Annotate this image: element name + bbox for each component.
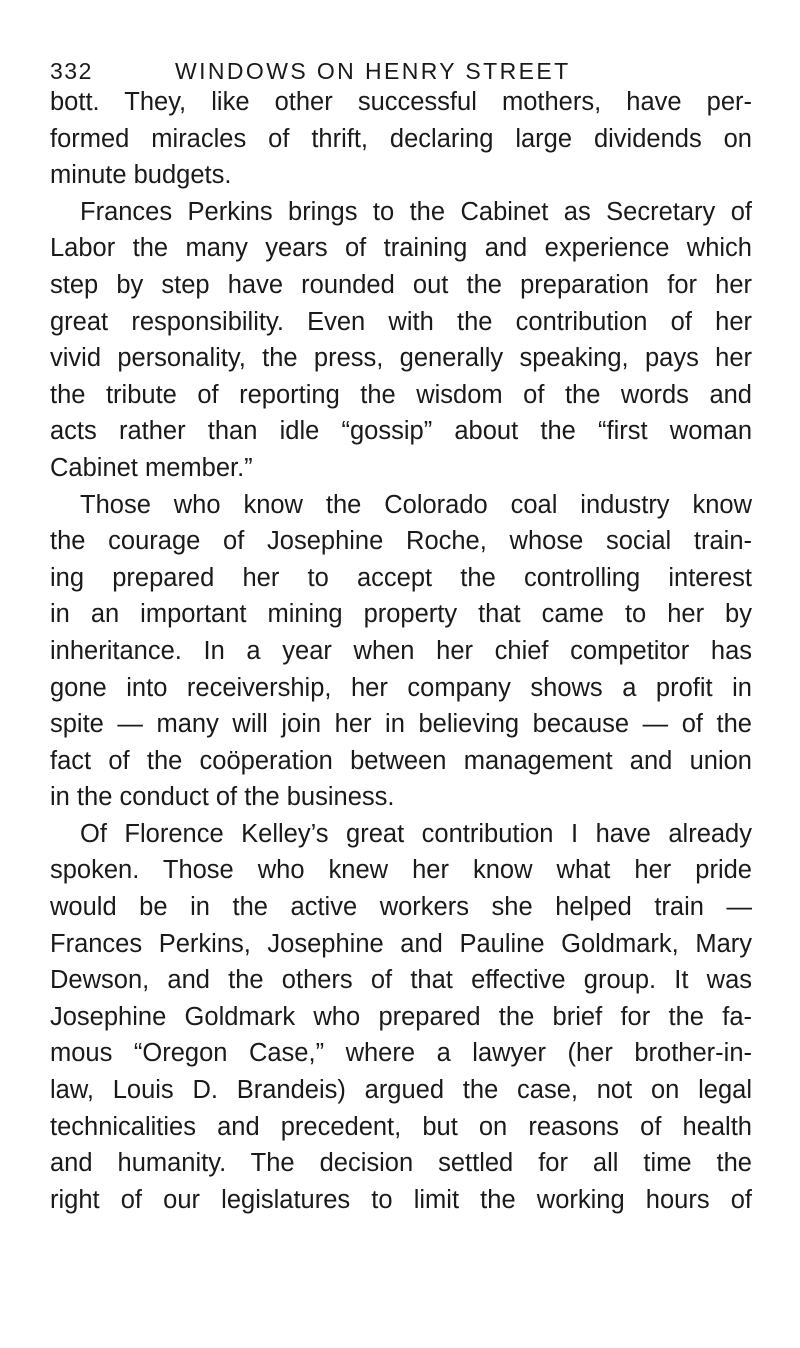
text-line: Dewson, and the others of that effective group. It was	[50, 966, 752, 995]
text-line: gone into receivership, her company shows a profit in	[50, 673, 752, 702]
text-line: Of Florence Kelley’s great contribution I have already	[80, 819, 752, 848]
text-line: in the conduct of the business.	[50, 783, 395, 812]
text-line: the courage of Josephine Roche, whose social train-	[50, 527, 752, 556]
text-line: the tribute of reporting the wisdom of the words and	[50, 380, 752, 409]
text-line: step by step have rounded out the preparation for her	[50, 270, 752, 299]
text-line: Frances Perkins, Josephine and Pauline Goldmark, Mary	[50, 929, 752, 958]
running-title: WINDOWS ON HENRY STREET	[175, 58, 571, 84]
text-line: vivid personality, the press, generally speaking, pays her	[50, 344, 752, 373]
text-line: right of our legislatures to limit the working hours of	[50, 1185, 752, 1214]
text-line: bott. They, like other successful mothers, have per-	[50, 88, 752, 116]
text-line: Those who know the Colorado coal industry know	[80, 490, 752, 519]
text-line: technicalities and precedent, but on reasons of health	[50, 1112, 752, 1141]
text-line: minute budgets.	[50, 161, 232, 190]
text-line: acts rather than idle “gossip” about the “first woman	[50, 417, 752, 446]
text-line: formed miracles of thrift, declaring large dividends on	[50, 124, 752, 153]
text-line: Frances Perkins brings to the Cabinet as Secretary of	[80, 197, 752, 226]
text-line: ing prepared her to accept the controlling interest	[50, 563, 752, 592]
text-line: Cabinet member.”	[50, 453, 253, 482]
text-line: spite — many will join her in believing because — of the	[50, 710, 752, 739]
text-line: great responsibility. Even with the contribution of her	[50, 307, 752, 336]
page-number: 332	[50, 58, 93, 84]
text-line: spoken. Those who knew her know what her pride	[50, 856, 752, 885]
text-line: would be in the active workers she helped train —	[50, 893, 752, 922]
text-line: mous “Oregon Case,” where a lawyer (her brother-in-	[50, 1039, 752, 1068]
text-line: inheritance. In a year when her chief competitor has	[50, 636, 752, 665]
text-line: law, Louis D. Brandeis) argued the case, not on legal	[50, 1076, 752, 1105]
text-line: and humanity. The decision settled for all time the	[50, 1149, 752, 1178]
text-line: Josephine Goldmark who prepared the brief for the fa-	[50, 1002, 752, 1031]
text-line: Labor the many years of training and experience which	[50, 234, 752, 263]
text-line: fact of the coöperation between management and union	[50, 746, 752, 775]
running-header	[50, 58, 750, 85]
text-line: in an important mining property that came to her by	[50, 600, 752, 629]
body-text	[50, 84, 752, 1218]
